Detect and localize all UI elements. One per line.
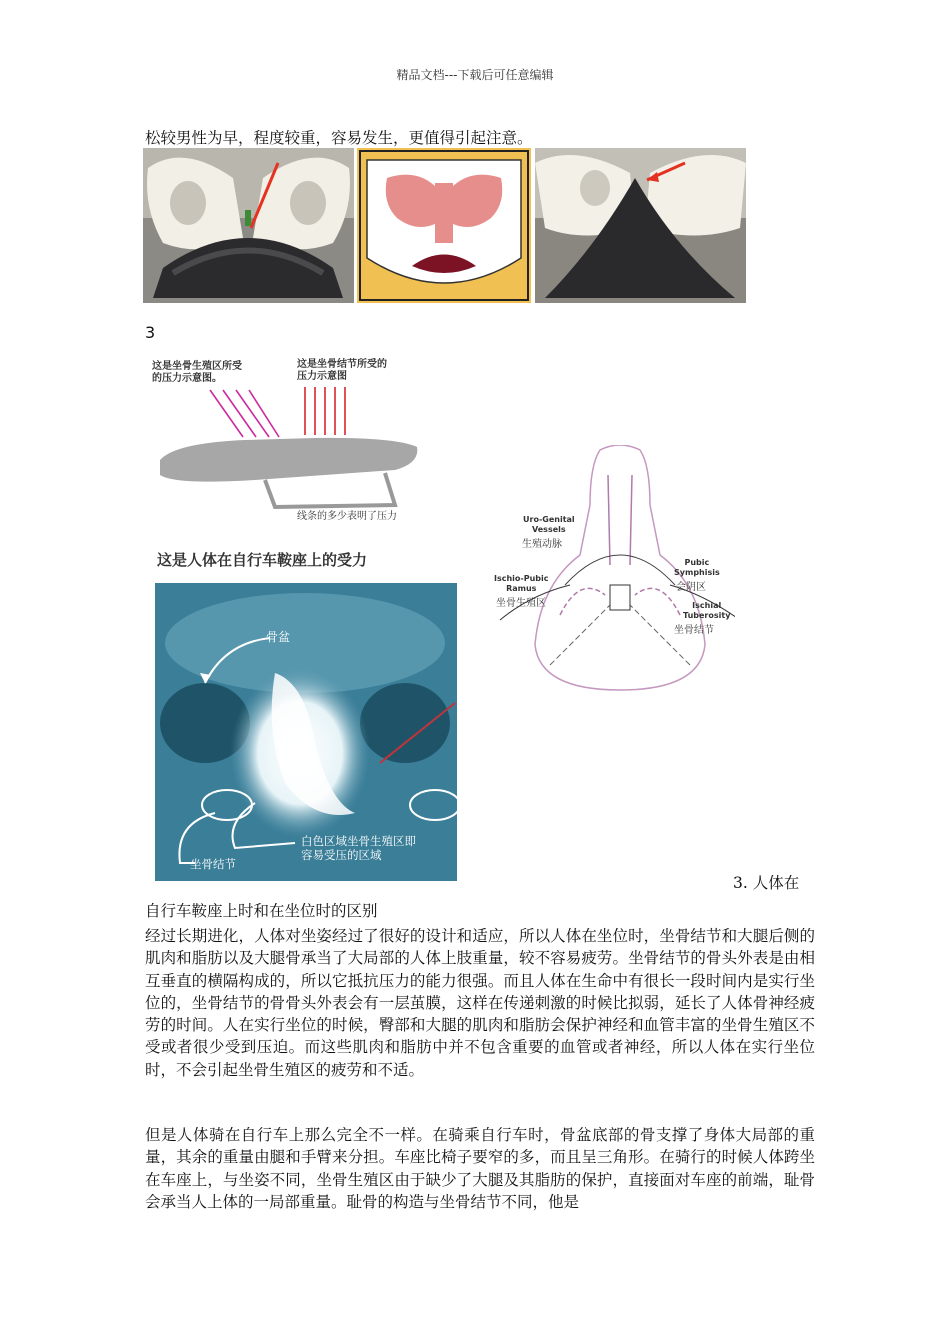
label-ischial-tuberosity-cn: 坐骨结节 [674, 625, 714, 636]
intro-line: 松较男性为早，程度较重，容易发生，更值得引起注意。 [145, 129, 533, 147]
label-genital-pressure: 这是坐骨生殖区所受 的压力示意图。 [152, 361, 242, 384]
label-ischio-pubic-cn: 坐骨生殖区 [496, 598, 546, 609]
illustration-pelvis-cross-section [357, 148, 531, 303]
photo-pelvis-saddle-angled [535, 148, 746, 303]
page-header: 精品文档---下载后可任意编辑 [396, 68, 554, 82]
caption-right: 3. 人体在 [733, 874, 800, 892]
label-line-count-note: 线条的多少表明了压力 [297, 511, 397, 522]
label-ischio-pubic: Ischio-Pubic Ramus [494, 574, 549, 593]
photo-pelvis-saddle-front [143, 148, 354, 303]
label-uro-genital-cn: 生殖动脉 [522, 539, 562, 550]
label-ischial-tuberosity-xray: 坐骨结节 [190, 857, 236, 871]
pressure-caption: 这是人体在自行车鞍座上的受力 [157, 551, 368, 569]
paragraph-cycling: 但是人体骑在自行车上那么完全不一样。在骑乘自行车时，骨盆底部的骨支撑了身体大局部的重量，其余的重量由腿和手臂来分担。车座比椅子要窄的多，而且呈三角形。在骑行的时候人体跨坐在车座上，与坐姿不同，坐骨生殖区由于缺少了大腿及其脂肪的保护，直接面对车座的前端，耻骨会承当人上体的一局部重量。耻骨的构造与坐骨结节不同，他是 [145, 1126, 815, 1211]
caption-continuation: 自行车鞍座上时和在坐位时的区别 [145, 902, 378, 920]
label-pubic-symphysis: Pubic Symphisis [674, 558, 720, 577]
label-ischial-pressure: 这是坐骨结节所受的 压力示意图 [297, 359, 387, 382]
label-pelvis: 骨盆 [266, 630, 291, 644]
label-ischial-tuberosity: Ischial Tuberosity [683, 601, 731, 620]
label-white-region: 白色区域坐骨生殖区即 容易受压的区域 [301, 834, 416, 862]
saddle-pressure-diagram [155, 385, 425, 525]
label-pubic-symphysis-cn: 会阴区 [676, 582, 706, 593]
section-number: 3 [145, 323, 156, 342]
label-uro-genital: Uro-Genital Vessels [523, 515, 575, 534]
paragraph-sitting: 经过长期进化，人体对坐姿经过了很好的设计和适应，所以人体在坐位时，坐骨结节和大腿后侧的肌肉和脂肪以及大腿骨承当了大局部的人体上肢重量，较不容易疲劳。坐骨结节的骨头外表是由相互垂直的横隔构成的，所以它抵抗压力的能力很强。而且人体在生命中有很长一段时间内是实行坐位的，坐骨结节的骨骨头外表会有一层茧膜，这样在传递刺激的时候比拟弱，延长了人体骨神经疲劳的时间。人在实行坐位的时候，臀部和大腿的肌肉和脂肪会保护神经和血管丰富的坐骨生殖区不受或者很少受到压迫。而这些肌肉和脂肪中并不包含重要的血管或者神经，所以人体在实行坐位时，不会引起坐骨生殖区的疲劳和不适。 [145, 927, 815, 1079]
